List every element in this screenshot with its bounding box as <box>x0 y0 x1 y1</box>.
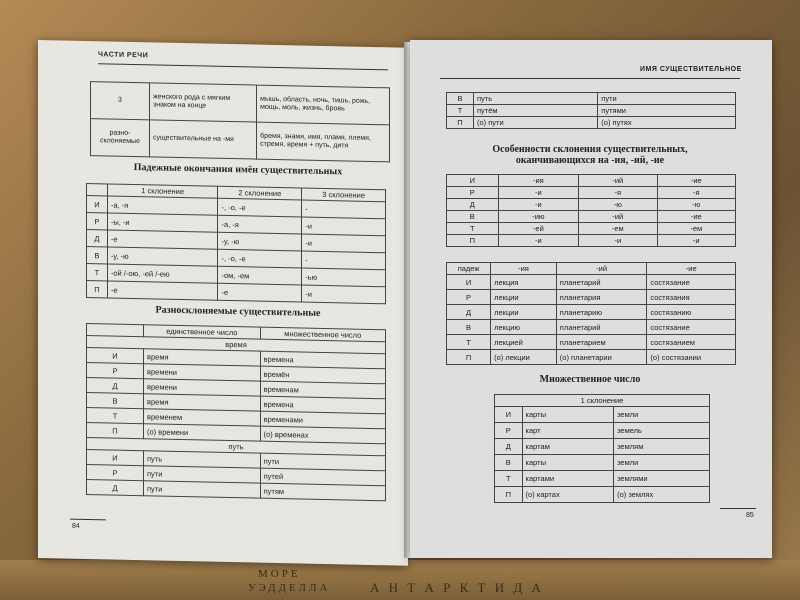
table-row <box>91 119 390 162</box>
table-cell: -ий <box>579 211 657 223</box>
table-row <box>91 82 390 125</box>
case-cell: Т <box>447 335 491 350</box>
table-row <box>495 455 710 471</box>
table-cell: -ем <box>657 223 735 235</box>
table-cell: -я <box>657 187 735 199</box>
map-label-weddell: УЭДДЕЛЛА <box>248 582 331 594</box>
table-row <box>447 275 736 290</box>
table-row <box>447 223 736 235</box>
table-cell: -е <box>107 281 218 300</box>
case-cell: И <box>87 196 108 213</box>
case-cell: Р <box>87 213 108 230</box>
column-header: 2 склонение <box>218 186 302 200</box>
table-cell: времена <box>260 351 385 369</box>
case-cell: Р <box>87 363 144 379</box>
table-cell: путь <box>144 451 261 468</box>
case-cell: И <box>495 407 523 423</box>
table-cell: -, -о, -е <box>218 198 302 217</box>
table-cell: лекцию <box>491 320 557 335</box>
endings-table <box>86 183 386 304</box>
table-cell: времён <box>260 366 385 384</box>
table-cell: (о) землях <box>614 487 710 503</box>
table-cell: -и <box>302 285 386 304</box>
case-cell: Д <box>87 230 108 247</box>
table-row <box>495 471 710 487</box>
right-page <box>410 40 772 558</box>
table-cell: пути <box>598 93 736 105</box>
plural-table <box>494 394 710 503</box>
table-cell: -а, -я <box>107 196 218 215</box>
table-cell: лекция <box>491 275 557 290</box>
vremya-label-row-cell: время <box>87 336 386 354</box>
table-cell: - <box>302 200 386 219</box>
table-row <box>447 199 736 211</box>
case-cell: Р <box>447 290 491 305</box>
put-label-row-cell: путь <box>87 438 386 456</box>
column-header: -ий <box>556 263 647 275</box>
case-cell: Р <box>87 465 144 481</box>
table-cell: состязание <box>647 275 736 290</box>
irregular-title: Разносклоняемые существительные <box>155 304 321 319</box>
case-cell: И <box>447 275 491 290</box>
table-cell: (о) временах <box>260 426 385 444</box>
table-row <box>447 187 736 199</box>
table-cell: -и <box>498 235 578 247</box>
table-cell: лекцией <box>491 335 557 350</box>
table-cell: временами <box>260 411 385 429</box>
table-cell: состязанию <box>647 305 736 320</box>
case-cell: Д <box>495 439 523 455</box>
table-cell: путь <box>474 93 598 105</box>
table-cell: пути <box>144 481 261 498</box>
table-cell: -е <box>107 230 218 249</box>
case-cell: В <box>447 93 474 105</box>
case-cell: Т <box>87 408 144 424</box>
table-cell: картам <box>522 439 614 455</box>
table-cell: планетария <box>556 290 647 305</box>
table-cell: -и <box>302 217 386 236</box>
declension-examples: мышь, область, ночь, тишь, рожь, мощь, моль, жизнь, бровь <box>257 85 390 125</box>
column-header: единственное число <box>144 325 261 339</box>
case-cell: Д <box>447 305 491 320</box>
plural-header: 1 склонение <box>495 395 710 407</box>
table-cell: -ы, -и <box>107 213 218 232</box>
table-cell: -ью <box>302 268 386 287</box>
table-cell: состязание <box>647 320 736 335</box>
header-rule-left <box>98 63 388 70</box>
irregular-table <box>86 323 386 501</box>
running-head-right: ИМЯ СУЩЕСТВИТЕЛЬНОЕ <box>640 66 742 73</box>
table-row <box>447 320 736 335</box>
case-cell: Д <box>447 199 499 211</box>
declension-examples: бремя, знамя, имя, пламя, племя, стремя, время + путь, дитя <box>257 122 390 162</box>
table-cell: -ю <box>579 199 657 211</box>
table-cell: время <box>144 349 261 366</box>
table-row <box>447 305 736 320</box>
table-cell: карты <box>522 455 614 471</box>
table-cell: временем <box>144 409 261 426</box>
table-cell: (о) картах <box>522 487 614 503</box>
footer-rule-left <box>70 519 106 521</box>
special-title-line-1: Особенности склонения существительных, <box>492 144 688 155</box>
table-cell: карт <box>522 423 614 439</box>
table-cell: времени <box>144 364 261 381</box>
column-header: -ий <box>579 175 657 187</box>
table-cell: карты <box>522 407 614 423</box>
column-header: 3 склонение <box>302 188 386 202</box>
table-row <box>495 439 710 455</box>
table-cell: временам <box>260 381 385 399</box>
table-cell: -и <box>579 235 657 247</box>
case-cell: П <box>447 117 474 129</box>
case-cell: Т <box>495 471 523 487</box>
table-cell: состязания <box>647 290 736 305</box>
left-page <box>38 40 408 566</box>
table-cell: -и <box>498 187 578 199</box>
table-cell: времени <box>144 379 261 396</box>
table-cell: (о) путях <box>598 117 736 129</box>
table-cell: -у, -ю <box>218 232 302 251</box>
column-header: -ия <box>491 263 557 275</box>
table-cell: пути <box>144 466 261 483</box>
table-cell: пути <box>260 453 385 471</box>
table-cell: времена <box>260 396 385 414</box>
table-row <box>447 93 736 105</box>
column-header: множественное число <box>260 327 385 342</box>
table-cell: землями <box>614 471 710 487</box>
column-header: 1 склонение <box>107 184 218 198</box>
table-cell: -ию <box>498 211 578 223</box>
table-cell: (о) планетарии <box>556 350 647 365</box>
table-cell: земли <box>614 407 710 423</box>
case-cell: В <box>495 455 523 471</box>
column-header: -ия <box>498 175 578 187</box>
table-row <box>447 211 736 223</box>
case-cell: Д <box>87 378 144 394</box>
header-rule-right <box>440 78 740 79</box>
table-cell: планетарию <box>556 305 647 320</box>
table-cell: -а, -я <box>218 215 302 234</box>
column-header <box>87 184 108 196</box>
case-cell: В <box>447 211 499 223</box>
table-cell: лекции <box>491 290 557 305</box>
table-cell: лекции <box>491 305 557 320</box>
case-cell: И <box>87 348 144 364</box>
table-cell: планетарий <box>556 275 647 290</box>
table-cell: (о) состязании <box>647 350 736 365</box>
table-cell: - <box>302 251 386 270</box>
table-cell: путям <box>260 483 385 501</box>
table-row <box>447 350 736 365</box>
table-cell: -и <box>657 235 735 247</box>
column-header: -ие <box>657 175 735 187</box>
table-cell: -я <box>579 187 657 199</box>
table-cell: -и <box>302 234 386 253</box>
table-cell: -ом, -ем <box>218 266 302 285</box>
case-cell: И <box>87 450 144 466</box>
column-header: И <box>447 175 499 187</box>
case-cell: П <box>447 235 499 247</box>
case-cell: Д <box>87 480 144 496</box>
case-cell: П <box>87 281 108 298</box>
table-cell: земель <box>614 423 710 439</box>
special-header-row <box>447 175 736 187</box>
case-cell: Р <box>495 423 523 439</box>
table-cell: (о) пути <box>474 117 598 129</box>
case-cell: Р <box>447 187 499 199</box>
table-cell: (о) времени <box>144 424 261 441</box>
table-cell: землям <box>614 439 710 455</box>
page-number-right: 85 <box>746 512 754 519</box>
case-cell: В <box>447 320 491 335</box>
special-endings-table <box>446 174 736 247</box>
table-row <box>447 290 736 305</box>
case-cell: В <box>87 247 108 264</box>
table-cell: -ем <box>579 223 657 235</box>
case-cell: П <box>447 350 491 365</box>
map-label-sea: МОРЕ <box>258 568 301 580</box>
table-cell: состязанием <box>647 335 736 350</box>
put-continuation-table <box>446 92 736 129</box>
endings-title: Падежные окончания имён существительных <box>133 162 343 178</box>
examples-header-row <box>447 263 736 275</box>
table-cell: -ей <box>498 223 578 235</box>
case-cell: Т <box>447 105 474 117</box>
running-head-left: ЧАСТИ РЕЧИ <box>98 51 149 60</box>
table-row <box>447 335 736 350</box>
special-title <box>430 144 750 166</box>
table-cell: -ю <box>657 199 735 211</box>
column-header: падеж <box>447 263 491 275</box>
case-cell: В <box>87 393 144 409</box>
declension-number: 3 <box>91 82 150 120</box>
table-cell: картами <box>522 471 614 487</box>
declension-type-table <box>90 81 390 162</box>
table-row <box>495 487 710 503</box>
page-number-left: 84 <box>72 522 80 530</box>
table-row <box>447 235 736 247</box>
plural-title: Множественное число <box>539 374 641 385</box>
declension-description: женского рода с мягким знаком на конце <box>150 83 257 122</box>
declension-description: существительные на -мя <box>150 120 257 159</box>
table-cell: земли <box>614 455 710 471</box>
table-cell: (о) лекции <box>491 350 557 365</box>
table-row <box>495 423 710 439</box>
table-cell: планетарием <box>556 335 647 350</box>
case-cell: Т <box>447 223 499 235</box>
table-cell: время <box>144 394 261 411</box>
table-cell: планетарий <box>556 320 647 335</box>
map-label-antarctica: А Н Т А Р К Т И Д А <box>370 580 544 595</box>
table-cell: путём <box>474 105 598 117</box>
special-examples-table <box>446 262 736 365</box>
map-background <box>0 560 800 600</box>
column-header: -ие <box>647 263 736 275</box>
table-row <box>495 407 710 423</box>
table-cell: путей <box>260 468 385 486</box>
special-title-line-2: оканчивающихся на -ия, -ий, -ие <box>515 155 665 166</box>
table-row <box>447 117 736 129</box>
declension-number: разно-склоняемые <box>91 119 150 157</box>
table-cell: путями <box>598 105 736 117</box>
case-cell: П <box>87 423 144 439</box>
table-cell: -и <box>498 199 578 211</box>
table-cell: -ой /-ою, -ей /-ею <box>107 264 218 283</box>
table-cell: -у, -ю <box>107 247 218 266</box>
table-cell: -е <box>218 283 302 302</box>
table-cell: -, -о, -е <box>218 249 302 268</box>
table-cell: -ие <box>657 211 735 223</box>
case-cell: П <box>495 487 523 503</box>
case-cell: Т <box>87 264 108 281</box>
footer-rule-right <box>720 508 756 509</box>
table-row <box>447 105 736 117</box>
